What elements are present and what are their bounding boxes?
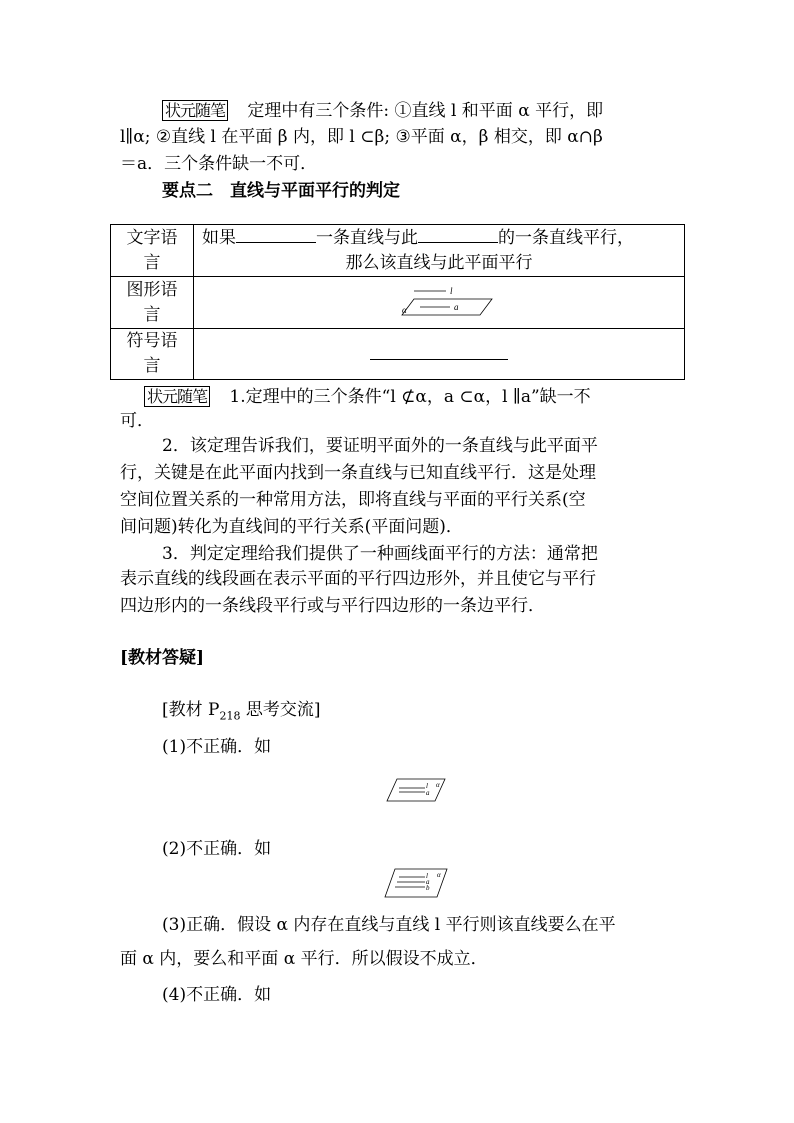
answer1-figure: [383, 776, 449, 804]
theorem-table: [110, 224, 685, 380]
para1-line2: l∥α; ②直线 l 在平面 β 内，即 l ⊂β; ③平面 α，β 相交，即 α∩β: [120, 127, 603, 147]
answer-3-line1: (3)正确．假设 α 内存在直线与直线 l 平行则该直线要么在平: [162, 915, 616, 935]
zhuangyuan-note-tag: 状元随笔: [162, 100, 228, 121]
answer2-figure: [381, 866, 451, 900]
fig2-label-a: a: [426, 878, 430, 886]
table-row-figure: [111, 277, 685, 329]
answer-3-line2: 面 α 内，要么和平面 α 平行．所以假设不成立．: [120, 949, 488, 969]
plane-line-figure: [384, 283, 494, 323]
para2-line1: 状元随笔 1.定理中的三个条件“l ⊄α，a ⊂α，l ∥a”缺一不: [144, 383, 591, 411]
fig-label-l: l: [450, 285, 453, 296]
fig-label-alpha: α: [402, 304, 407, 315]
para4-line1: 3．判定定理给我们提供了一种画线面平行的方法：通常把: [162, 544, 598, 564]
para1-line1: 状元随笔 定理中有三个条件: ①直线 l 和平面 α 平行，即: [162, 97, 603, 125]
para3-line1: 2．该定理告诉我们，要证明平面外的一条直线与此平面平: [162, 436, 598, 456]
fig-label-a: a: [454, 301, 459, 312]
para3-line4: 间问题)转化为直线间的平行关系(平面问题)．: [120, 517, 463, 537]
fig2-label-b: b: [426, 884, 430, 892]
fig1-label-l: l: [426, 782, 428, 790]
fill-blank[interactable]: [418, 242, 498, 243]
section-title: 要点二 直线与平面平行的判定: [162, 181, 400, 201]
textbook-reference: [教材 $P_{218}$ 思考交流]: [162, 700, 321, 723]
zhuangyuan-note-tag: 状元随笔: [144, 386, 210, 407]
fill-blank-symbol[interactable]: [370, 359, 508, 360]
para1-line3: ＝a．三个条件缺一不可．: [120, 154, 318, 174]
row-head-text-language: 文字语 言: [111, 225, 194, 277]
fig1-label-a: a: [426, 789, 430, 797]
table-row-text: [111, 225, 685, 277]
para3-line3: 空间位置关系的一种常用方法，即将直线与平面的平行关系(空: [120, 490, 586, 510]
row-head-symbol-language: 符号语 言: [111, 329, 194, 380]
row-symbol-content: [194, 329, 685, 380]
answers-heading: [教材答疑]: [120, 648, 205, 668]
answer-2: (2)不正确．如: [162, 839, 272, 859]
table-row-symbol: [111, 329, 685, 380]
row-text-content: 如果 一条直线与此 的一条直线平行， 那么该直线与此平面平行: [194, 225, 685, 277]
fig2-label-l: l: [426, 872, 428, 880]
fig2-label-alpha: α: [437, 871, 441, 879]
answer-1: (1)不正确．如: [162, 737, 272, 757]
fig1-label-alpha: α: [436, 781, 440, 789]
row-head-figure-language: 图形语 言: [111, 277, 194, 329]
para4-line2: 表示直线的线段画在表示平面的平行四边形外，并且使它与平行: [120, 569, 596, 589]
para4-line3: 四边形内的一条线段平行或与平行四边形的一条边平行．: [120, 596, 545, 616]
answer-4: (4)不正确．如: [162, 985, 272, 1005]
row-figure-content: [194, 277, 685, 329]
para3-line2: 行，关键是在此平面内找到一条直线与已知直线平行．这是处理: [120, 463, 596, 483]
fill-blank[interactable]: [236, 242, 316, 243]
para2-line2: 可．: [120, 411, 154, 431]
